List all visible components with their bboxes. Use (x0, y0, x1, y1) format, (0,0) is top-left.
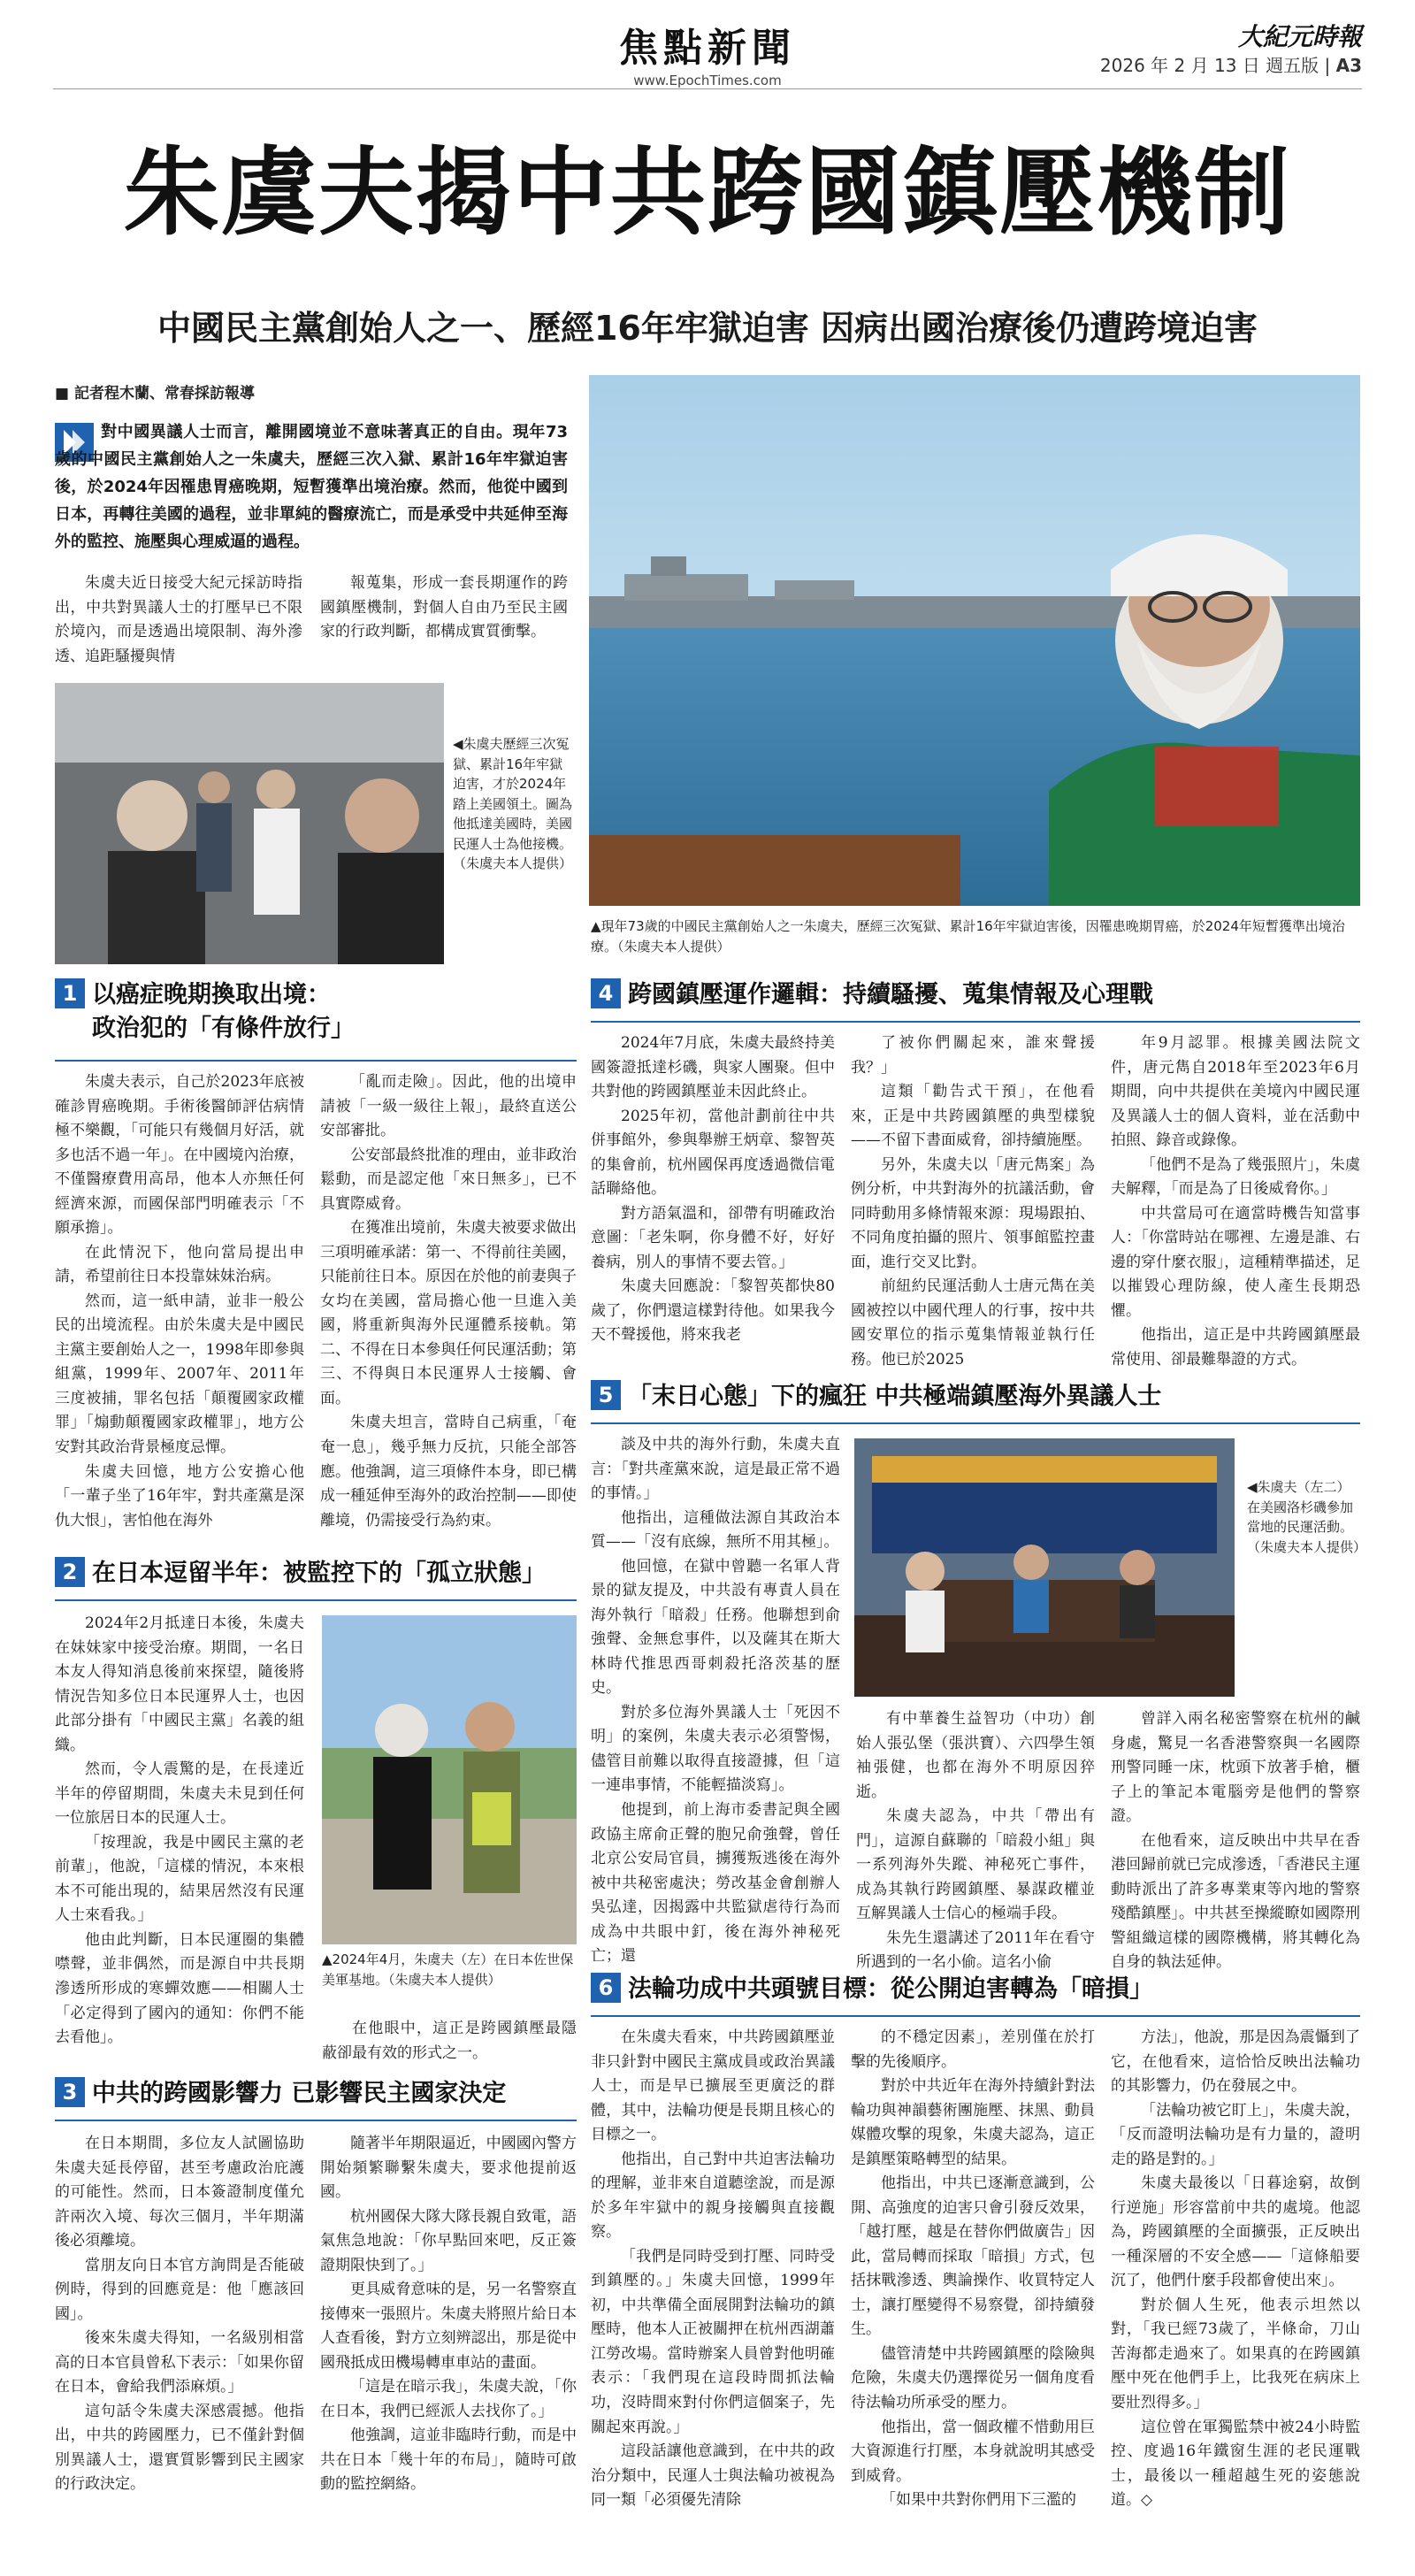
section-3-heading: 3 中共的跨國影響力 已影響民主國家決定 (55, 2077, 577, 2111)
header-rule (53, 88, 1362, 89)
section-4-heading: 4 跨國鎮壓運作邏輯：持續騷擾、蒐集情報及心理戰 (591, 978, 1360, 1012)
section-3-rule (55, 2120, 577, 2121)
section-3-column-1: 在日本期間，多位友人試圖協助朱虞夫延長停留，甚至考慮政治庇護的可能性。然而，日本簽證制度僅允許兩次入境、每次三個月，半年期滿後必須離境。 當朋友向日本官方詢問是否能破例時，得到的回應竟是：他「應該回國」。 後來朱虞夫得知，一名級別相當高的日本官員曾私下表示：「如果你留在日本，會給我們添麻煩。」 這句話令朱虞夫深感震撼。他指出，中共的跨國壓力，已不僅針對個別異議人士，還實質影響到民主國家的行政決定。 (55, 2135, 304, 2494)
byline: ■ 記者程木蘭、常春採訪報導 (55, 385, 255, 402)
main-photo-caption: ▲現年73歲的中國民主黨創始人之一朱虞夫，歷經三次冤獄、累計16年牢獄迫害後，因罹患晚期胃癌，於2024年短暫獲準出境治療。（朱虞夫本人提供） (591, 918, 1345, 954)
newspaper-logo: 大紀元時報 (1237, 22, 1362, 51)
issue-date: 2026 年 2 月 13 日 週五版 | A3 (1099, 55, 1362, 76)
section-6-column-2: 的不穩定因素」，差別僅在於打擊的先後順序。 對於中共近年在海外持續針對法輪功與神韻藝術團施壓、抹黑、動員媒體攻擊的現象，朱虞夫認為，這正是鎮壓策略轉型的結果。 他指出，中共已逐漸意識到，公開、高強度的迫害只會引發反效果，「越打壓，越是在替你們做廣告」因此，當局轉而採取「暗損」方式，包括抹戰滲透、輿論操作、收買特定人士，讓打壓變得不易察覺，卻持續發生。 儘管清楚中共跨國鎮壓的陰險與危險，朱虞夫仍選擇從另一個角度看待法輪功所承受的壓力。 他指出，當一個政權不惜動用巨大資源進行打壓，本身就說明其感受到威脅。 「如果中共對你們用下三濫的 (851, 2028, 1095, 2510)
section-2-number: 2 (55, 1557, 85, 1587)
section-6-heading: 6 法輪功成中共頭號目標：從公開迫害轉為「暗損」 (591, 1973, 1360, 2006)
section-4-column-2: 了被你們關起來，誰來聲援我？」 這類「勸告式干預」，在他看來，正是中共跨國鎮壓的典型樣貌——不留下書面威脅，卻持續施壓。 另外，朱虞夫以「唐元雋案」為例分析，中共對海外的抗議活動，會同時動用多條情報來源：現場跟拍、不同角度拍攝的照片、領事館監控畫面，進行交叉比對。 前紐約民運活動人士唐元雋在美國被控以中國代理人的行事，按中共國安單位的指示蒐集情報並執行任務。他已於2025 (851, 1034, 1095, 1368)
section-5-number: 5 (591, 1380, 621, 1410)
section-6-rule (591, 2015, 1360, 2017)
section-6-column-3: 方法」，他說，那是因為震懾到了它，在他看來，這恰恰反映出法輪功的其影響力，仍在發展之中。 「法輪功被它盯上」，朱虞夫說，「反而證明法輪功是有力量的，證明走的路是對的。」 朱虞夫最後以「日暮途窮，故倒行逆施」形容當前中共的處境。他認為，跨國鎮壓的全面擴張，正反映出一種深層的不安全感——「這條船要沉了，他們什麼手段都會使出來」。 對於個人生死，他表示坦然以對，「我已經73歲了，半條命，刀山苦海都走過來了。如果真的在跨國鎮壓中死在他們手上，比我死在病床上要壯烈得多。」 這位曾在軍獨監禁中被24小時監控、度過16年鐵窗生涯的老民運戰士，最後以一種超越生死的姿態說道。◇ (1111, 2028, 1360, 2510)
section-5-heading: 5 「末日心態」下的瘋狂 中共極端鎮壓海外異議人士 (591, 1380, 1360, 1414)
lead-paragraph: 對中國異議人士而言，離開國境並不意味著真正的自由。現年73歲的中國民主黨創始人之一朱虞夫，歷經三次入獄、累計16年牢獄迫害後，於2024年因罹患胃癌晚期，短暫獲準出境治療。然而，他從中國到日本，再轉往美國的過程，並非單純的醫療流亡，而是承受中共延伸至海外的監控、施壓與心理威逼的過程。 (55, 423, 568, 551)
section-1-column-1: 朱虞夫表示，自己於2023年底被確診胃癌晚期。手術後醫師評估病情極不樂觀，「可能只有幾個月好活，就多也活不過一年」。在中國境內治療，不僅醫療費用高昂，他本人亦無任何經濟來源，而國保部門明確表示「不願承擔」。 在此情況下，他向當局提出申請，希望前往日本投靠妹妹治病。 然而，這一紙申請，並非一般公民的出境流程。由於朱虞夫是中國民主黨主要創始人之一，1998年即參與組黨，1999年、2007年、2011年三度被捕，罪名包括「顛覆國家政權罪」「煽動顛覆國家政權罪」，地方公安對其政治背景極度忌憚。 朱虞夫回憶，地方公安擔心他「一輩子坐了16年牢，對共產黨是深仇大恨」，害怕他在海外 (55, 1073, 304, 1530)
section-4-column-1: 2024年7月底，朱虞夫最終持美國簽證抵達杉磯，與家人團聚。但中共對他的跨國鎮壓並未因此終止。 2025年初，當他計劃前往中共併事館外，參與舉辦王炳章、黎智英的集會前，杭州國保再度透過微信電話聯絡他。 對方語氣溫和，卻帶有明確政治意圖：「老朱啊，你身體不好，好好養病，別人的事情不要去管。」 朱虞夫回應說：「黎智英都快80歲了，你們還這樣對待他。如果我今天不聲援他，將來我老 (591, 1034, 835, 1345)
forum-event-photo (854, 1438, 1235, 1697)
section-3-column-2: 隨著半年期限逼近，中國國內警方開始頻繁聯繫朱虞夫，要求他提前返國。 杭州國保大隊大隊長親自致電，語氣焦急地說：「你早點回來吧，反正簽證期限快到了。」 更具威脅意味的是，另一名警察直接傳來一張照片。朱虞夫將照片給日本人查看後，對方立刻辨認出，那是從中國飛抵成田機場轉車車站的畫面。 「這是在暗示我」，朱虞夫說，「你在日本，我們已經派人去找你了。」 他強調，這並非臨時行動，而是中共在日本「幾十年的布局」，隨時可啟動的監控網絡。 (320, 2135, 577, 2494)
section-6-column-1: 在朱虞夫看來，中共跨國鎮壓並非只針對中國民主黨成員或政治異議人士，而是早已擴展至更廣泛的群體，其中，法輪功便是長期且核心的目標之一。 他指出，自己對中共迫害法輪功的理解，並非來自道聽塗說，而是源於多年牢獄中的親身接觸與直接觀察。 「我們是同時受到打壓、同時受到鎮壓的。」朱虞夫回憶，1999年初，中共準備全面展開對法輪功的鎮壓時，他本人正被關押在杭州西湖蕭江勞改場。當時辦案人員曾對他明確表示：「我們現在這段時間抓法輪功，沒時間來對付你們這個案子，先關起來再說。」 這段話讓他意識到，在中共的政治分類中，民運人士與法輪功被視為同一類「必須優先清除 (591, 2028, 835, 2510)
section-5-rule (591, 1422, 1360, 1424)
section-4-number: 4 (591, 978, 621, 1008)
section-2-column-1: 2024年2月抵達日本後，朱虞夫在妹妹家中接受治療。期間，一名日本友人得知消息後前來探望，隨後將情況告知多位日本民運界人士，也因此部分掛有「中國民主黨」名義的組織。 然而，令人震驚的是，在長達近半年的停留期間，朱虞夫未見到任何一位旅居日本的民運人士。 「按理說，我是中國民主黨的老前輩」，他說，「這樣的情況，本來根本不可能出現的，結果居然沒有民運人士來看我。」 他由此判斷，日本民運圈的集體噤聲，並非偶然，而是源自中共長期滲透所形成的寒蟬效應——相關人士「必定得到了國內的通知：你們不能去看他」。 (55, 1614, 304, 2047)
section-4-column-3: 年9月認罪。根據美國法院文件，唐元雋自2018年至2023年6月期間，向中共提供在美境內中國民運及異議人士的個人資料，並在活動中拍照、錄音或錄像。 「他們不是為了幾張照片」，朱虞夫解釋，「而是為了日後威脅你。」 中共當局可在適當時機告知當事人：「你當時站在哪裡、左邊是誰、右邊的穿什麼衣服」，這種精準描述，足以摧毀心理防線，使人產生長期恐懼。 他指出，這正是中共跨國鎮壓最常使用、卻最難舉證的方式。 (1111, 1034, 1360, 1368)
section-1-column-2: 「亂而走險」。因此，他的出境申請被「一級一級往上報」，最終直送公安部審批。 公安部最終批准的理由，並非政治鬆動，而是認定他「來日無多」，已不具實際威脅。 在獲准出境前，朱虞夫被要求做出三項明確承諾：第一、不得前往美國，只能前往日本。原因在於他的前妻與子女均在美國，當局擔心他一旦進入美國，將重新與海外民運體系接軌。第二、不得在日本參與任何民運活動；第三、不得與日本民運界人士接觸、會面。 朱虞夫坦言，當時自己病重，「奄奄一息」，幾乎無力反抗，只能全部答應。他強調，這三項條件本身，即已構成一種延伸至海外的政治控制——即使離境，仍需接受行為約束。 (320, 1073, 577, 1530)
section-3-number: 3 (55, 2077, 85, 2107)
forum-event-caption: ◀朱虞夫（左二）在美國洛杉磯參加當地的民運活動。（朱虞夫本人提供） (1247, 1479, 1367, 1555)
subheadline: 中國民主黨創始人之一、歷經16年牢獄迫害 因病出國治療後仍遭跨境迫害 (157, 309, 1258, 348)
section-6-number: 6 (591, 1973, 621, 2003)
website-url: www.EpochTimes.com (633, 73, 782, 88)
section-2-heading: 2 在日本逗留半年：被監控下的「孤立狀態」 (55, 1557, 577, 1591)
section-1-number: 1 (55, 978, 85, 1008)
arrival-photo (55, 683, 444, 964)
intro-column-1: 朱虞夫近日接受大紀元採訪時指出，中共對異議人士的打壓早已不限於境內，而是透過出境限制、海外滲透、追距騷擾與情 (55, 574, 302, 665)
military-base-caption: ▲2024年4月，朱虞夫（左）在日本佐世保美軍基地。（朱虞夫本人提供） (322, 1951, 574, 1988)
headline: 朱虞夫揭中共跨國鎮壓機制 (123, 138, 1291, 249)
section-2-closing: 在他眼中，這正是跨國鎮壓最隱蔽卻最有效的形式之一。 (322, 2020, 577, 2062)
section-4-rule (591, 1021, 1360, 1023)
arrival-photo-caption: ◀朱虞夫歷經三次冤獄、累計16年牢獄迫害，才於2024年踏上美國領土。圖為他抵達美國時，美國民運人士為他接機。（朱虞夫本人提供） (453, 736, 573, 871)
section-title: 焦點新聞 (619, 26, 796, 71)
section-1-heading: 1 以癌症晚期換取出境： 政治犯的「有條件放行」 (55, 978, 577, 1046)
section-1-rule (55, 1060, 577, 1062)
section-2-rule (55, 1599, 577, 1601)
section-5-column-1: 談及中共的海外行動，朱虞夫直言：「對共產黨來說，這是最正常不過的事情。」 他指出，這種做法源自其政治本質——「沒有底線，無所不用其極」。 他回憶，在獄中曾聽一名軍人背景的獄友提及，中共設有專責人員在海外執行「暗殺」任務。他聯想到俞強聲、金無怠事件，以及薩其在斯大林時代推思西哥刺殺托洛茨基的歷史。 對於多位海外異議人士「死因不明」的案例，朱虞夫表示必須警惕，儘管目前難以取得直接證據，但「這一連串事情，不能輕描淡寫」。 他提到，前上海市委書記與全國政協主席俞正聲的胞兄俞強聲，曾任北京公安局官員，擄獲叛逃後在海外被中共秘密處決；勞改基金會創辦人吳弘達，因揭露中共監獄虐待行為而成為中共眼中釘，後在海外神秘死亡；還 (591, 1436, 840, 1966)
section-5-column-2: 有中華養生益智功（中功）創始人張弘堡（張洪寶）、六四學生領袖張健，也都在海外不明原因猝逝。 朱虞夫認為，中共「帶出有門」，這源自蘇聯的「暗殺小組」與一系列海外失蹤、神秘死亡事件，成為其執行跨國鎮壓、暴謀政權並互解異議人士信心的極端手段。 朱先生還講述了2011年在看守所遇到的一名小偷。這名小偷 (856, 1710, 1095, 1972)
intro-column-2: 報蒐集，形成一套長期運作的跨國鎮壓機制，對個人自由乃至民主國家的行政判斷，都構成實質衝擊。 (320, 574, 568, 641)
section-5-column-3: 曾詳入兩名秘密警察在杭州的鹹身處，驚見一名香港警察與一名國際刑警同睡一床，枕頭下放著手槍，櫃子上的筆記本電腦旁是他們的警察證。 在他看來，這反映出中共早在香港回歸前就已完成滲透，「香港民主運動時派出了許多專業東等內地的警察殘酷鎮壓」。中共甚至操縱瞭如國際刑警組織這樣的國際機構，將其轉化為自身的執法延伸。 (1111, 1710, 1360, 1972)
main-portrait-photo (589, 375, 1360, 906)
military-base-photo (322, 1615, 577, 1944)
